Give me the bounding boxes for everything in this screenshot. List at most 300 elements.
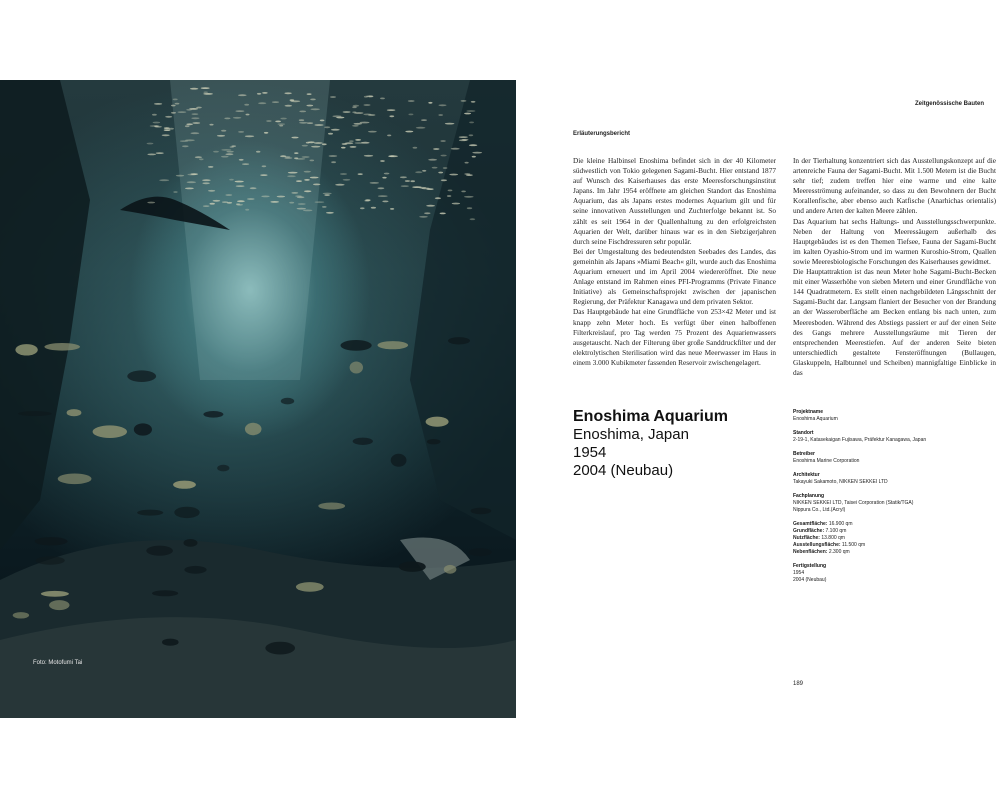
sardine-fish (196, 107, 202, 109)
fact-label: Fertigstellung (793, 563, 827, 569)
sardine-fish (387, 109, 396, 111)
sardine-fish (421, 119, 427, 121)
large-fish (67, 409, 82, 416)
sardine-fish (203, 205, 210, 207)
sardine-fish (368, 131, 377, 133)
sardine-fish (435, 197, 441, 199)
sardine-fish (328, 133, 333, 135)
sardine-fish (415, 171, 422, 173)
sardine-fish (250, 187, 257, 189)
sardine-fish (204, 91, 208, 93)
large-fish (471, 508, 492, 515)
sardine-fish (278, 123, 286, 125)
sardine-fish (256, 151, 260, 153)
sardine-fish (291, 137, 298, 139)
sardine-fish (208, 190, 215, 192)
fact-architektur (793, 472, 983, 486)
sardine-fish (224, 118, 230, 120)
sardine-fish (447, 195, 451, 197)
sardine-fish (180, 140, 189, 142)
sardine-fish (295, 195, 302, 197)
fact-fachplanung (793, 493, 983, 514)
sardine-fish (173, 99, 178, 101)
sardine-fish (461, 191, 466, 193)
sardine-fish (189, 108, 198, 110)
area-ausstellung (793, 542, 983, 549)
sardine-fish (280, 118, 286, 120)
sardine-fish (343, 111, 351, 113)
sardine-fish (280, 155, 286, 157)
fact-standort (793, 430, 983, 444)
large-fish (391, 454, 407, 467)
sardine-fish (469, 134, 474, 136)
sardine-fish (261, 196, 269, 198)
sardine-fish (297, 208, 306, 210)
sardine-fish (208, 166, 213, 168)
sardine-fish (217, 135, 225, 137)
sardine-fish (405, 180, 410, 182)
photo-credit: Foto: Motofumi Tai (33, 660, 83, 666)
sardine-fish (264, 132, 268, 134)
sardine-fish (238, 94, 247, 96)
sardine-fish (171, 105, 176, 107)
page-number: 189 (793, 681, 804, 687)
area-value: 16.900 qm (828, 521, 853, 527)
sardine-fish (340, 173, 347, 175)
sardine-fish (451, 148, 460, 150)
sardine-fish (408, 100, 415, 102)
sardine-fish (285, 105, 292, 107)
paragraph: Die kleine Halbinsel Enoshima befindet sich in der 40 Kilometer südwestlich von Tokio gelegenen Sagami-Bucht. Hier entstand 1877 auf Wunsch des Kaiserhauses das erste Meeresforschungsinstitut Japans. Im Jahr 1954 eröffnete am gleichen Standort das Enoshima Aquarium, das als Japans erstes modernes Aquarium gilt und für seine innovativen Ausstellungen und Zuchterfolge bekannt ist. So zählt es seit 1964 in der Quallenhaltung zu den erfolgreichsten Aquarien der Welt, darüber hinaus war es in den Siebzigerjahren durch seine Fischdressuren sehr populär. (573, 156, 776, 246)
sardine-fish (294, 157, 298, 159)
sardine-fish (290, 99, 295, 101)
sardine-fish (352, 125, 359, 127)
project-name: Enoshima Aquarium (573, 408, 728, 425)
sardine-fish (153, 122, 161, 124)
sardine-fish (260, 174, 267, 176)
sardine-fish (416, 127, 426, 129)
sardine-fish (236, 185, 245, 187)
sardine-fish (408, 114, 413, 116)
project-location: Enoshima, Japan (573, 426, 689, 443)
sardine-fish (291, 192, 298, 194)
sardine-fish (320, 120, 325, 122)
sardine-fish (353, 105, 359, 107)
sardine-fish (247, 198, 255, 200)
sardine-fish (341, 147, 346, 149)
sardine-fish (299, 111, 306, 113)
sardine-fish (464, 113, 471, 115)
sardine-fish (147, 154, 156, 156)
sardine-fish (185, 125, 190, 127)
sardine-fish (306, 105, 313, 107)
large-fish (15, 344, 37, 355)
sardine-fish (469, 122, 474, 124)
sardine-fish (210, 203, 215, 205)
sardine-fish (438, 172, 443, 174)
sardine-fish (303, 210, 312, 212)
sardine-fish (449, 174, 458, 176)
large-fish (58, 474, 92, 485)
sardine-fish (428, 102, 432, 104)
sardine-fish (326, 212, 334, 214)
fact-value: 1954 (793, 570, 805, 576)
area-label: Grundfläche: (793, 528, 825, 534)
sardine-fish (315, 201, 325, 203)
sardine-fish (190, 88, 198, 90)
sardine-fish (323, 193, 332, 195)
sardine-fish (433, 148, 439, 150)
large-fish (36, 556, 65, 564)
sardine-fish (238, 131, 244, 133)
sardine-fish (213, 200, 221, 202)
sardine-fish (360, 207, 365, 209)
sardine-fish (233, 117, 241, 119)
large-fish (469, 548, 492, 556)
sardine-fish (195, 156, 202, 158)
sardine-fish (296, 180, 302, 182)
sardine-fish (239, 159, 244, 161)
sardine-fish (419, 216, 428, 218)
large-fish (152, 590, 178, 596)
sardine-fish (284, 92, 291, 94)
sardine-fish (242, 163, 249, 165)
sardine-fish (221, 156, 229, 158)
sardine-fish (191, 132, 200, 134)
area-value: 13.800 qm (821, 535, 845, 541)
large-fish (448, 337, 470, 344)
sardine-fish (187, 181, 196, 183)
sardine-fish (329, 155, 338, 157)
sardine-fish (245, 209, 249, 211)
large-fish (318, 503, 345, 510)
sardine-fish (401, 185, 409, 187)
sardine-fish (182, 145, 189, 147)
sardine-fish (202, 179, 211, 181)
sardine-fish (304, 171, 311, 173)
aquarium-illustration (0, 80, 516, 718)
sardine-fish (311, 108, 320, 110)
sardine-fish (310, 160, 315, 162)
sardine-fish (355, 139, 361, 141)
sardine-fish (360, 122, 370, 124)
sardine-fish (413, 147, 418, 149)
area-label: Gesamtfläche: (793, 521, 828, 527)
sardine-fish (245, 135, 254, 137)
large-fish (41, 591, 69, 597)
project-facts (793, 409, 983, 591)
sardine-fish (221, 130, 226, 132)
large-fish (353, 438, 373, 445)
paragraph: In der Tierhaltung konzentriert sich das Ausstellungskonzept auf die artenreiche Fauna der Sagami-Bucht. Mit 1.500 Metern ist die Bucht sehr tief; zudem treffen hier eine warme und eine kalte Meeresströmung aufeinander, so dass zu den Bewohnern der Bucht Korallenfische, aber ebenso auch Katfische (Anarhichas orientalis) und andere Arten der kalten Meere zählen. (793, 156, 996, 216)
sardine-fish (336, 117, 344, 119)
large-fish (173, 481, 196, 489)
area-nutz (793, 535, 983, 542)
area-label: Nebenflächen: (793, 549, 828, 555)
sardine-fish (469, 144, 477, 146)
sardine-fish (422, 188, 430, 190)
sardine-fish (147, 143, 154, 145)
fact-label: Projektname (793, 409, 824, 415)
fact-value: Enoshima Aquarium (793, 416, 838, 422)
area-gesamt (793, 521, 983, 528)
large-fish (378, 341, 409, 349)
sardine-fish (390, 208, 394, 210)
sardine-fish (389, 115, 394, 117)
sardine-fish (452, 203, 460, 205)
sardine-fish (380, 160, 385, 162)
sardine-fish (156, 152, 164, 154)
sardine-fish (324, 126, 330, 128)
sardine-fish (152, 114, 157, 116)
sardine-fish (472, 152, 482, 154)
sardine-fish (262, 92, 268, 94)
sardine-fish (428, 159, 437, 161)
running-head: Zeitgenössische Bauten (914, 101, 984, 107)
aquarium-photo (0, 80, 516, 718)
sardine-fish (324, 194, 330, 196)
sardine-fish (366, 95, 373, 97)
sardine-fish (302, 145, 308, 147)
large-fish (296, 582, 324, 592)
sardine-fish (190, 173, 198, 175)
light-shaft (170, 80, 330, 380)
sardine-fish (349, 140, 354, 142)
sardine-fish (470, 218, 476, 220)
sardine-fish (277, 196, 285, 198)
large-fish (44, 343, 80, 351)
sardine-fish (335, 184, 344, 186)
sardine-fish (154, 103, 162, 105)
large-fish (341, 340, 372, 351)
area-grund (793, 528, 983, 535)
sardine-fish (192, 113, 199, 115)
sardine-fish (304, 179, 310, 181)
sardine-fish (466, 110, 475, 112)
sardine-fish (202, 182, 209, 184)
large-fish (127, 370, 156, 382)
sardine-fish (275, 121, 281, 123)
sardine-fish (382, 201, 388, 203)
area-value: 11.500 qm (841, 542, 866, 548)
sardine-fish (448, 190, 453, 192)
sardine-fish (432, 167, 438, 169)
sardine-fish (371, 207, 376, 209)
fact-projektname (793, 409, 983, 423)
sardine-fish (459, 136, 468, 138)
sardine-fish (345, 142, 354, 144)
sardine-fish (147, 202, 155, 204)
sardine-fish (382, 177, 386, 179)
sardine-fish (294, 152, 298, 154)
sardine-fish (352, 111, 356, 113)
body-column-2 (793, 156, 996, 378)
sardine-fish (185, 188, 194, 190)
fact-label: Betreiber (793, 451, 815, 457)
area-value: 7.100 qm (825, 528, 847, 534)
large-fish (35, 537, 68, 545)
sardine-fish (400, 176, 407, 178)
year-rebuilt: 2004 (Neubau) (573, 462, 674, 479)
sardine-fish (171, 112, 176, 114)
sardine-fish (244, 104, 249, 106)
sardine-fish (314, 142, 323, 144)
sardine-fish (439, 104, 447, 106)
fact-value: 2004 (Neubau) (793, 577, 827, 583)
sardine-fish (464, 196, 474, 198)
large-fish (350, 362, 363, 374)
fact-label: Architektur (793, 472, 820, 478)
large-fish (444, 565, 457, 574)
paragraph: Das Hauptgebäude hat eine Grundfläche von 253×42 Meter und ist knapp zehn Meter hoch. Es verfügt über einen halboffenen Filterkreislauf, pro Tag werden 75 Prozent des Aquarienwassers ausgetauscht. Nach der Filterung über große Sanddruckfilter und der elektrolytischen Sterilisation wird das neue Meerwasser im Haus in einem 3.000 Kubikmeter fassenden Reservoir zwischengelagert. (573, 307, 776, 367)
sardine-fish (199, 158, 204, 160)
sardine-fish (410, 180, 415, 182)
large-fish (93, 425, 127, 438)
area-neben (793, 549, 983, 556)
sardine-fish (313, 184, 320, 186)
sardine-fish (235, 110, 244, 112)
sardine-fish (314, 124, 323, 126)
sardine-fish (164, 127, 170, 129)
sardine-fish (236, 204, 243, 206)
sardine-fish (472, 156, 476, 158)
sardine-fish (287, 175, 296, 177)
sardine-fish (422, 170, 426, 172)
sardine-fish (178, 111, 187, 113)
sardine-fish (222, 201, 228, 203)
sardine-fish (440, 140, 445, 142)
year-opened: 1954 (573, 444, 607, 461)
sardine-fish (258, 102, 266, 104)
sardine-fish (175, 103, 180, 105)
large-fish (13, 612, 29, 618)
sardine-fish (354, 123, 363, 125)
large-fish (203, 411, 223, 418)
sardine-fish (299, 119, 304, 121)
sardine-fish (461, 100, 467, 102)
sardine-fish (331, 161, 336, 163)
large-fish (18, 411, 52, 416)
sardine-fish (230, 146, 234, 148)
fact-value: NIKKEN SEKKEI LTD, Taisei Corporation (Statik/TGA) (793, 500, 914, 506)
sardine-fish (229, 179, 234, 181)
sardine-fish (331, 129, 340, 131)
sardine-fish (378, 187, 385, 189)
large-fish (184, 539, 198, 547)
sardine-fish (380, 98, 385, 100)
sardine-fish (298, 203, 306, 205)
sardine-fish (262, 165, 267, 167)
large-fish (399, 562, 426, 572)
fact-betreiber (793, 451, 983, 465)
paragraph: Bei der Umgestaltung des bedeutendsten Seebades des Landes, das gemeinhin als Japans »Miami Beach« gilt, wurde auch das Enoshima Aquarium erneuert und im April 2004 wiedereröffnet. Die neue Anlage entstand im Rahmen eines PFI-Programms (Private Finance Initiative) als Gemeinschaftsprojekt zwischen der japanischen Regierung, der Präfektur Kanagawa und dem privaten Sektor. (573, 246, 776, 307)
sardine-fish (225, 194, 232, 196)
sardine-fish (186, 123, 193, 125)
sardine-fish (405, 131, 413, 133)
large-fish (174, 507, 199, 518)
sardine-fish (209, 124, 213, 126)
sardine-fish (441, 155, 447, 157)
section-label: Erläuterungsbericht (573, 131, 631, 137)
sardine-fish (350, 146, 357, 148)
sardine-fish (237, 200, 245, 202)
large-fish (281, 398, 294, 405)
large-fish (134, 423, 152, 435)
large-fish (184, 566, 206, 574)
sardine-fish (438, 114, 443, 116)
sardine-fish (388, 155, 398, 157)
sardine-fish (154, 125, 159, 127)
large-fish (146, 546, 173, 556)
fact-fertigstellung (793, 563, 983, 584)
sardine-fish (352, 106, 357, 108)
sardine-fish (466, 174, 473, 176)
sardine-fish (289, 202, 294, 204)
sardine-fish (310, 177, 319, 179)
sardine-fish (304, 190, 311, 192)
fact-value: 2-19-1, Katasekaigan Fujisawa, Präfektur Kanagawa, Japan (793, 437, 927, 443)
sardine-fish (378, 195, 388, 197)
sardine-fish (459, 139, 467, 141)
sardine-fish (203, 93, 213, 95)
large-fish (426, 417, 449, 427)
sardine-fish (440, 213, 446, 215)
sardine-fish (164, 129, 171, 131)
sardine-fish (330, 96, 336, 98)
sardine-fish (191, 117, 199, 119)
paragraph: Das Aquarium hat sechs Haltungs- und Ausstellungsschwerpunkte. Neben der Haltung von Meeressäugern außerhalb des Hauptgebäudes ist es den Themen Tiefsee, Fauna der Sagami-Bucht im kalten Oyashio-Strom und im warmen Kuroshio-Strom, Quallen sowie Meeresbiologische Forschungen des Kaiserhauses gewidmet. (793, 216, 996, 266)
sardine-fish (355, 142, 364, 144)
sardine-fish (288, 172, 298, 174)
area-value: 2.300 qm (828, 549, 850, 555)
sardine-fish (176, 175, 184, 177)
sardine-fish (307, 122, 313, 124)
large-fish (217, 465, 229, 472)
large-fish (265, 642, 295, 655)
sardine-fish (257, 93, 261, 95)
large-fish (245, 423, 262, 435)
sardine-fish (159, 179, 169, 181)
sardine-fish (162, 134, 170, 136)
sardine-fish (364, 200, 369, 202)
fact-value: Takayuki Sakamoto, NIKKEN SEKKEI LTD (793, 479, 888, 485)
right-rock-wall (410, 80, 516, 540)
paragraph: Die Hauptattraktion ist das neun Meter hohe Sagami-Bucht-Becken mit einer Wasserhöhe von sieben Metern und einer Grundfläche von 144 Quadratmetern. Es stellt einen nachgebildeten Längsschnitt der Sagami-Bucht dar. Langsam flaniert der Besucher von der Brandung an der Wasseroberfläche am Becken entlang bis nach unten, zum Meeresboden. Während des Abstiegs passiert er auf der einen Seite des Gangs mehrere Ausstellungsräume mit Tieren der entsprechenden Meerestiefen. Auf der anderen Seite bieten unterschiedlich gestaltete Fensteröffnungen (Bullaugen, Glaskuppeln, Halbtunnel und Scheiben) mannigfaltige Einblicke in das (793, 267, 996, 377)
sardine-fish (213, 151, 219, 153)
large-fish (49, 600, 69, 610)
sardine-fish (358, 173, 363, 175)
area-label: Nutzfläche: (793, 535, 820, 541)
sardine-fish (272, 101, 279, 103)
sardine-fish (221, 149, 231, 151)
sardine-fish (467, 207, 472, 209)
sardine-fish (311, 146, 320, 148)
sardine-fish (165, 116, 172, 118)
body-column-1 (573, 156, 776, 368)
sardine-fish (308, 141, 315, 143)
sardine-fish (387, 135, 391, 137)
sardine-fish (266, 120, 271, 122)
sardine-fish (246, 114, 250, 116)
sardine-fish (192, 122, 200, 124)
large-fish (427, 439, 441, 444)
sardine-fish (322, 206, 327, 208)
sardine-fish (270, 201, 279, 203)
sardine-fish (226, 151, 233, 153)
sardine-fish (441, 179, 447, 181)
sardine-fish (310, 99, 316, 101)
sardine-fish (364, 155, 373, 157)
